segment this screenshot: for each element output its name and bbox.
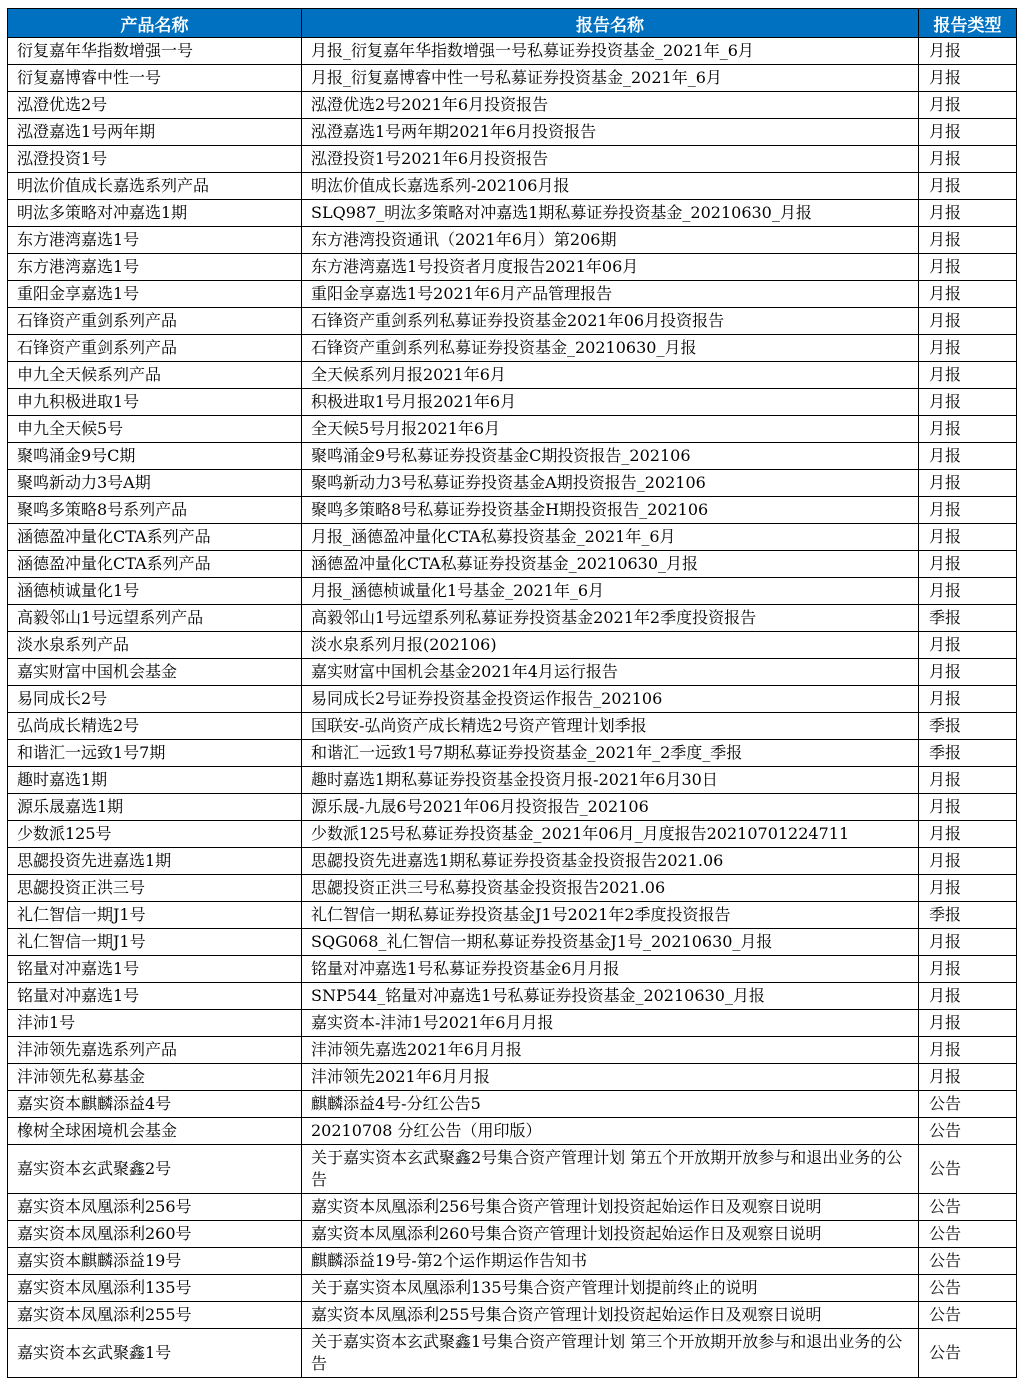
report-type-cell: 月报	[919, 65, 1017, 92]
report-type-cell: 月报	[919, 92, 1017, 119]
report-name-cell: 20210708 分红公告（用印版）	[302, 1118, 919, 1145]
report-name-cell: 嘉实财富中国机会基金2021年4月运行报告	[302, 659, 919, 686]
header-row	[8, 9, 1017, 38]
report-type-cell: 月报	[919, 686, 1017, 713]
product-name-cell: 嘉实资本凤凰添利135号	[8, 1275, 302, 1302]
table-row	[8, 254, 1017, 281]
table-row	[8, 38, 1017, 65]
product-name-cell: 高毅邻山1号远望系列产品	[8, 605, 302, 632]
report-type-cell: 月报	[919, 1064, 1017, 1091]
report-type-cell: 月报	[919, 929, 1017, 956]
table-row	[8, 632, 1017, 659]
product-name-cell: 涵德盈冲量化CTA系列产品	[8, 551, 302, 578]
report-name-cell: 月报_涵德桢诚量化1号基金_2021年_6月	[302, 578, 919, 605]
product-name-cell: 嘉实资本玄武聚鑫1号	[8, 1329, 302, 1378]
report-type-cell: 月报	[919, 767, 1017, 794]
report-name-cell: 易同成长2号证券投资基金投资运作报告_202106	[302, 686, 919, 713]
product-name-cell: 少数派125号	[8, 821, 302, 848]
product-name-cell: 礼仁智信一期J1号	[8, 902, 302, 929]
report-name-cell: 泓澄嘉选1号两年期2021年6月投资报告	[302, 119, 919, 146]
table-row	[8, 1302, 1017, 1329]
report-type-cell: 月报	[919, 524, 1017, 551]
report-type-cell: 公告	[919, 1118, 1017, 1145]
table-row	[8, 1064, 1017, 1091]
report-name-cell: 嘉实资本凤凰添利255号集合资产管理计划投资起始运作日及观察日说明	[302, 1302, 919, 1329]
report-type-cell: 月报	[919, 551, 1017, 578]
product-name-cell: 泓澄优选2号	[8, 92, 302, 119]
report-name-cell: 东方港湾嘉选1号投资者月度报告2021年06月	[302, 254, 919, 281]
report-type-cell: 月报	[919, 119, 1017, 146]
table-row	[8, 1010, 1017, 1037]
report-name-cell: 积极进取1号月报2021年6月	[302, 389, 919, 416]
table-row	[8, 200, 1017, 227]
product-name-cell: 石锋资产重剑系列产品	[8, 308, 302, 335]
table-row	[8, 1248, 1017, 1275]
report-type-cell: 月报	[919, 875, 1017, 902]
product-name-cell: 衍复嘉年华指数增强一号	[8, 38, 302, 65]
table-row	[8, 1194, 1017, 1221]
report-type-cell: 月报	[919, 983, 1017, 1010]
report-type-cell: 月报	[919, 416, 1017, 443]
report-name-cell: 涵德盈冲量化CTA私募证券投资基金_20210630_月报	[302, 551, 919, 578]
product-name-cell: 聚鸣多策略8号系列产品	[8, 497, 302, 524]
report-type-cell: 月报	[919, 362, 1017, 389]
product-name-cell: 东方港湾嘉选1号	[8, 254, 302, 281]
table-body	[8, 38, 1017, 1378]
table-row	[8, 416, 1017, 443]
product-name-cell: 涵德盈冲量化CTA系列产品	[8, 524, 302, 551]
report-type-cell: 季报	[919, 713, 1017, 740]
product-name-cell: 橡树全球困境机会基金	[8, 1118, 302, 1145]
product-name-cell: 礼仁智信一期J1号	[8, 929, 302, 956]
table-row	[8, 524, 1017, 551]
report-type-cell: 月报	[919, 443, 1017, 470]
table-row	[8, 956, 1017, 983]
product-name-cell: 嘉实资本麒麟添益4号	[8, 1091, 302, 1118]
report-name-cell: 石锋资产重剑系列私募证券投资基金2021年06月投资报告	[302, 308, 919, 335]
product-name-cell: 弘尚成长精选2号	[8, 713, 302, 740]
table-row	[8, 1091, 1017, 1118]
report-name-cell: 月报_涵德盈冲量化CTA私募投资基金_2021年_6月	[302, 524, 919, 551]
report-name-cell: 源乐晟-九晟6号2021年06月投资报告_202106	[302, 794, 919, 821]
report-name-cell: 嘉实资本凤凰添利256号集合资产管理计划投资起始运作日及观察日说明	[302, 1194, 919, 1221]
report-name-cell: 重阳金享嘉选1号2021年6月产品管理报告	[302, 281, 919, 308]
table-row	[8, 389, 1017, 416]
table-row	[8, 497, 1017, 524]
report-name-cell: 思勰投资正洪三号私募投资基金投资报告2021.06	[302, 875, 919, 902]
table-row	[8, 470, 1017, 497]
report-name-cell: 趣时嘉选1期私募证券投资基金投资月报-2021年6月30日	[302, 767, 919, 794]
product-name-cell: 聚鸣新动力3号A期	[8, 470, 302, 497]
table-row	[8, 92, 1017, 119]
report-type-cell: 月报	[919, 254, 1017, 281]
report-type-cell: 月报	[919, 470, 1017, 497]
table-row	[8, 281, 1017, 308]
table-row	[8, 875, 1017, 902]
report-type-cell: 公告	[919, 1194, 1017, 1221]
table-row	[8, 362, 1017, 389]
product-name-cell: 源乐晟嘉选1期	[8, 794, 302, 821]
table-row	[8, 713, 1017, 740]
report-type-cell: 月报	[919, 335, 1017, 362]
table-row	[8, 821, 1017, 848]
product-name-cell: 趣时嘉选1期	[8, 767, 302, 794]
report-type-cell: 月报	[919, 632, 1017, 659]
report-type-cell: 月报	[919, 1037, 1017, 1064]
report-type-cell: 月报	[919, 956, 1017, 983]
product-name-cell: 申九全天候系列产品	[8, 362, 302, 389]
product-name-cell: 易同成长2号	[8, 686, 302, 713]
table-row	[8, 1118, 1017, 1145]
report-type-cell: 月报	[919, 200, 1017, 227]
product-name-cell: 嘉实资本玄武聚鑫2号	[8, 1145, 302, 1194]
report-type-cell: 月报	[919, 794, 1017, 821]
report-name-cell: 麒麟添益4号-分红公告5	[302, 1091, 919, 1118]
table-row	[8, 902, 1017, 929]
report-name-cell: 月报_衍复嘉年华指数增强一号私募证券投资基金_2021年_6月	[302, 38, 919, 65]
report-type-cell: 季报	[919, 902, 1017, 929]
table-row	[8, 227, 1017, 254]
report-name-cell: 思勰投资先进嘉选1期私募证券投资基金投资报告2021.06	[302, 848, 919, 875]
product-name-cell: 泓澄嘉选1号两年期	[8, 119, 302, 146]
product-name-cell: 嘉实资本凤凰添利255号	[8, 1302, 302, 1329]
report-type-cell: 公告	[919, 1275, 1017, 1302]
report-type-cell: 月报	[919, 821, 1017, 848]
report-table	[7, 8, 1017, 1378]
report-type-cell: 月报	[919, 659, 1017, 686]
table-row	[8, 848, 1017, 875]
product-name-cell: 思勰投资正洪三号	[8, 875, 302, 902]
table-row	[8, 119, 1017, 146]
report-type-cell: 季报	[919, 740, 1017, 767]
product-name-cell: 聚鸣涌金9号C期	[8, 443, 302, 470]
report-type-cell: 公告	[919, 1221, 1017, 1248]
product-name-cell: 沣沛领先嘉选系列产品	[8, 1037, 302, 1064]
table-row	[8, 65, 1017, 92]
product-name-cell: 石锋资产重剑系列产品	[8, 335, 302, 362]
product-name-cell: 嘉实资本麒麟添益19号	[8, 1248, 302, 1275]
report-name-cell: 少数派125号私募证券投资基金_2021年06月_月度报告20210701224711	[302, 821, 919, 848]
report-name-cell: SQG068_礼仁智信一期私募证券投资基金J1号_20210630_月报	[302, 929, 919, 956]
report-name-cell: 石锋资产重剑系列私募证券投资基金_20210630_月报	[302, 335, 919, 362]
report-name-cell: 嘉实资本-沣沛1号2021年6月月报	[302, 1010, 919, 1037]
report-name-cell: 全天候5号月报2021年6月	[302, 416, 919, 443]
report-name-cell: 麒麟添益19号-第2个运作期运作告知书	[302, 1248, 919, 1275]
table-row	[8, 1221, 1017, 1248]
table-row	[8, 335, 1017, 362]
table-row	[8, 929, 1017, 956]
table-row	[8, 794, 1017, 821]
table-row	[8, 146, 1017, 173]
table-row	[8, 173, 1017, 200]
report-name-cell: 明汯价值成长嘉选系列-202106月报	[302, 173, 919, 200]
report-type-cell: 公告	[919, 1248, 1017, 1275]
report-type-cell: 月报	[919, 38, 1017, 65]
report-type-cell: 月报	[919, 227, 1017, 254]
report-name-cell: 关于嘉实资本玄武聚鑫1号集合资产管理计划 第三个开放期开放参与和退出业务的公告	[302, 1329, 919, 1378]
table-row	[8, 1037, 1017, 1064]
product-name-cell: 东方港湾嘉选1号	[8, 227, 302, 254]
product-name-cell: 沣沛1号	[8, 1010, 302, 1037]
product-name-cell: 泓澄投资1号	[8, 146, 302, 173]
header-product-name: 产品名称	[8, 9, 302, 38]
product-name-cell: 重阳金享嘉选1号	[8, 281, 302, 308]
table-row	[8, 443, 1017, 470]
report-type-cell: 月报	[919, 497, 1017, 524]
product-name-cell: 铭量对冲嘉选1号	[8, 956, 302, 983]
report-name-cell: 全天候系列月报2021年6月	[302, 362, 919, 389]
product-name-cell: 申九积极进取1号	[8, 389, 302, 416]
table-row	[8, 551, 1017, 578]
report-name-cell: 国联安-弘尚资产成长精选2号资产管理计划季报	[302, 713, 919, 740]
report-name-cell: 关于嘉实资本玄武聚鑫2号集合资产管理计划 第五个开放期开放参与和退出业务的公告	[302, 1145, 919, 1194]
product-name-cell: 涵德桢诚量化1号	[8, 578, 302, 605]
table-row	[8, 767, 1017, 794]
report-name-cell: 沣沛领先2021年6月月报	[302, 1064, 919, 1091]
product-name-cell: 铭量对冲嘉选1号	[8, 983, 302, 1010]
report-name-cell: 聚鸣多策略8号私募证券投资基金H期投资报告_202106	[302, 497, 919, 524]
product-name-cell: 明汯多策略对冲嘉选1期	[8, 200, 302, 227]
report-name-cell: SLQ987_明汯多策略对冲嘉选1期私募证券投资基金_20210630_月报	[302, 200, 919, 227]
table-row	[8, 308, 1017, 335]
report-name-cell: 东方港湾投资通讯（2021年6月）第206期	[302, 227, 919, 254]
table-row	[8, 1329, 1017, 1378]
report-name-cell: 淡水泉系列月报(202106)	[302, 632, 919, 659]
header-report-type: 报告类型	[919, 9, 1017, 38]
report-name-cell: 和谐汇一远致1号7期私募证券投资基金_2021年_2季度_季报	[302, 740, 919, 767]
table-row	[8, 740, 1017, 767]
report-name-cell: 高毅邻山1号远望系列私募证券投资基金2021年2季度投资报告	[302, 605, 919, 632]
table-row	[8, 605, 1017, 632]
table-row	[8, 1275, 1017, 1302]
report-name-cell: 聚鸣新动力3号私募证券投资基金A期投资报告_202106	[302, 470, 919, 497]
product-name-cell: 明汯价值成长嘉选系列产品	[8, 173, 302, 200]
report-name-cell: 泓澄投资1号2021年6月投资报告	[302, 146, 919, 173]
report-type-cell: 公告	[919, 1145, 1017, 1194]
product-name-cell: 淡水泉系列产品	[8, 632, 302, 659]
product-name-cell: 思勰投资先进嘉选1期	[8, 848, 302, 875]
report-type-cell: 月报	[919, 389, 1017, 416]
report-type-cell: 公告	[919, 1302, 1017, 1329]
table-row	[8, 686, 1017, 713]
report-name-cell: 聚鸣涌金9号私募证券投资基金C期投资报告_202106	[302, 443, 919, 470]
table-row	[8, 578, 1017, 605]
product-name-cell: 和谐汇一远致1号7期	[8, 740, 302, 767]
report-name-cell: 沣沛领先嘉选2021年6月月报	[302, 1037, 919, 1064]
report-name-cell: 泓澄优选2号2021年6月投资报告	[302, 92, 919, 119]
report-type-cell: 月报	[919, 1010, 1017, 1037]
product-name-cell: 沣沛领先私募基金	[8, 1064, 302, 1091]
report-type-cell: 季报	[919, 605, 1017, 632]
report-type-cell: 月报	[919, 578, 1017, 605]
report-type-cell: 月报	[919, 281, 1017, 308]
report-type-cell: 月报	[919, 848, 1017, 875]
report-name-cell: 礼仁智信一期私募证券投资基金J1号2021年2季度投资报告	[302, 902, 919, 929]
product-name-cell: 嘉实资本凤凰添利260号	[8, 1221, 302, 1248]
report-type-cell: 公告	[919, 1329, 1017, 1378]
report-type-cell: 月报	[919, 173, 1017, 200]
report-name-cell: 嘉实资本凤凰添利260号集合资产管理计划投资起始运作日及观察日说明	[302, 1221, 919, 1248]
product-name-cell: 申九全天候5号	[8, 416, 302, 443]
report-name-cell: 关于嘉实资本凤凰添利135号集合资产管理计划提前终止的说明	[302, 1275, 919, 1302]
report-name-cell: SNP544_铭量对冲嘉选1号私募证券投资基金_20210630_月报	[302, 983, 919, 1010]
report-name-cell: 月报_衍复嘉博睿中性一号私募证券投资基金_2021年_6月	[302, 65, 919, 92]
product-name-cell: 衍复嘉博睿中性一号	[8, 65, 302, 92]
table-row	[8, 659, 1017, 686]
product-name-cell: 嘉实资本凤凰添利256号	[8, 1194, 302, 1221]
report-type-cell: 月报	[919, 146, 1017, 173]
product-name-cell: 嘉实财富中国机会基金	[8, 659, 302, 686]
report-type-cell: 月报	[919, 308, 1017, 335]
table-row	[8, 983, 1017, 1010]
report-type-cell: 公告	[919, 1091, 1017, 1118]
report-name-cell: 铭量对冲嘉选1号私募证券投资基金6月月报	[302, 956, 919, 983]
table-row	[8, 1145, 1017, 1194]
header-report-name: 报告名称	[302, 9, 919, 38]
